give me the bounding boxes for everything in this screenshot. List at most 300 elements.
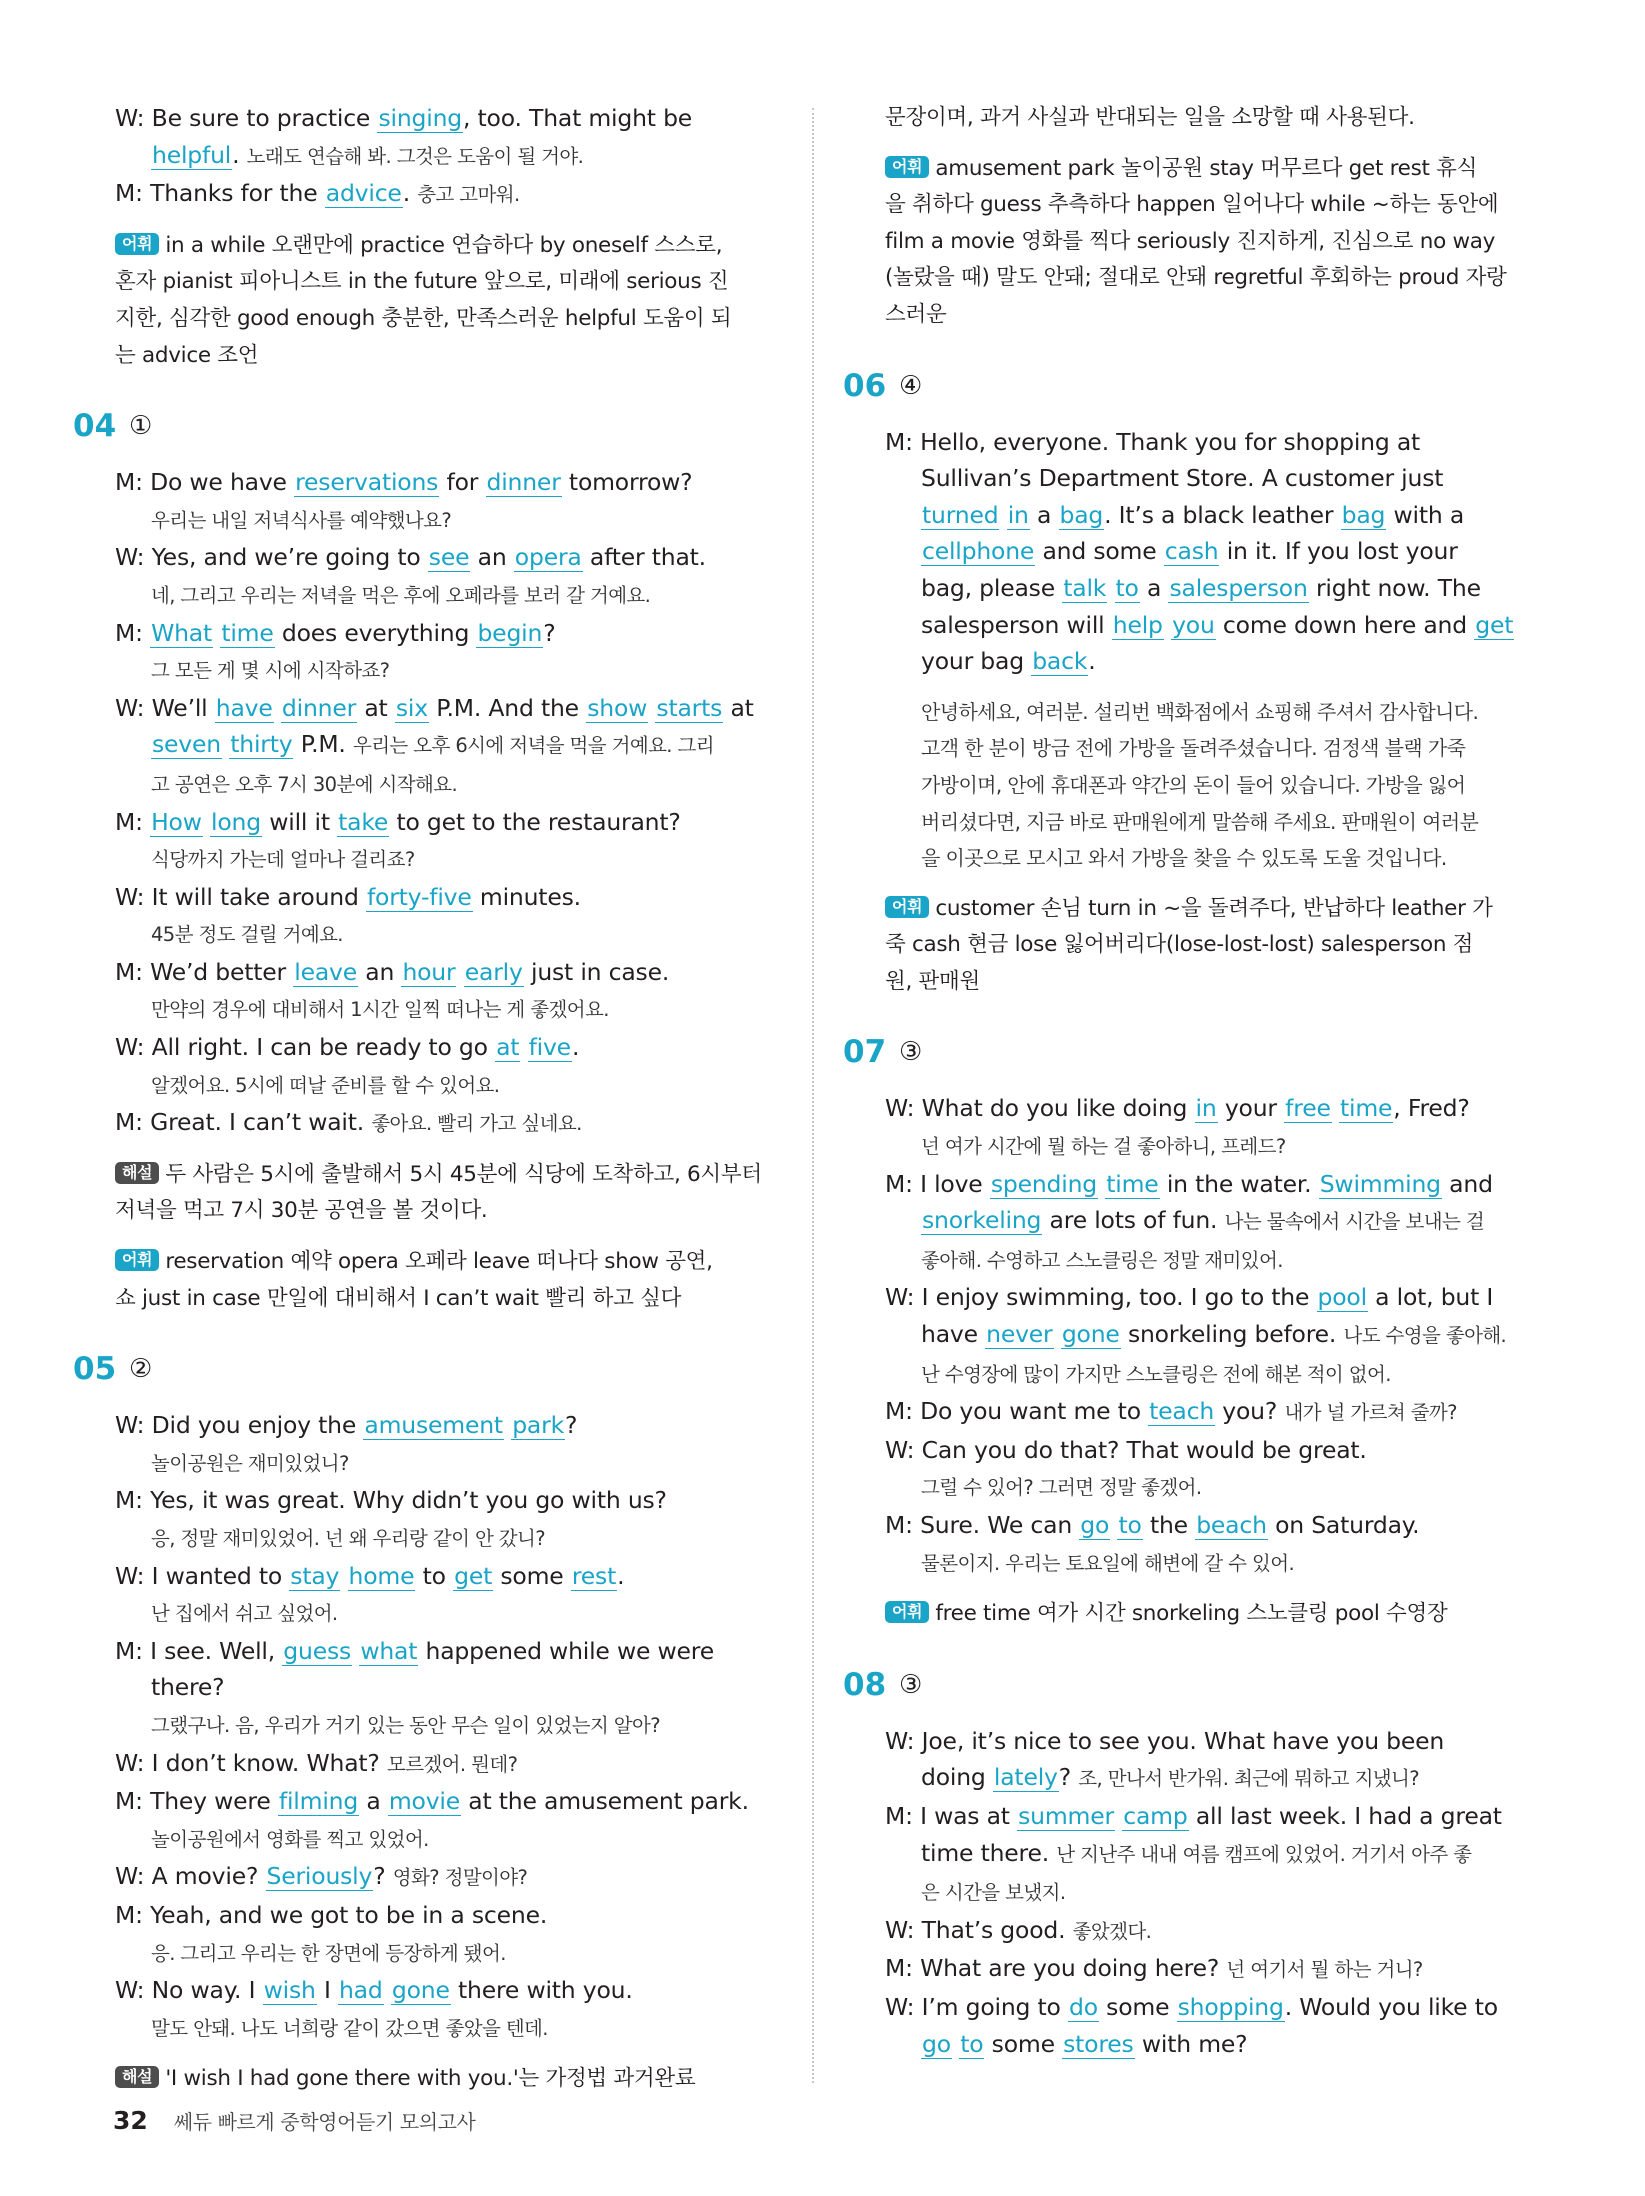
answer-blank: stores: [1063, 2029, 1134, 2058]
english-text: , Fred?: [1393, 1094, 1470, 1123]
answer-blank: early: [464, 957, 523, 986]
korean-translation: 우리는 오후 6시에 저녁을 먹을 거예요. 그리: [352, 734, 714, 758]
korean-translation: 조, 만나서 반가워. 최근에 뭐하고 지냈니?: [1078, 1767, 1420, 1791]
explanation-note: 해설 'I wish I had gone there with you.'는 가정법 과거완료: [115, 2061, 785, 2098]
dialogue-line: [115, 690, 785, 727]
answer-blank: in: [1195, 1094, 1217, 1123]
answer-mark: ②: [129, 1354, 153, 1385]
dialogue-line: [115, 879, 785, 916]
english-text: to get to the restaurant?: [389, 807, 681, 836]
english-text: .: [617, 1561, 625, 1590]
answer-blank: camp: [1123, 1801, 1188, 1830]
english-text: snorkeling before.: [1120, 1320, 1344, 1349]
answer-blank: dinner: [486, 468, 561, 497]
english-text: ?: [543, 618, 556, 647]
english-text: M: Hello, everyone. Thank you for shopping at: [885, 427, 1421, 456]
dialogue-line: [885, 1468, 1555, 1507]
dialogue-line: [885, 2026, 1555, 2063]
english-text: W: I enjoy swimming, too. I go to the: [885, 1283, 1317, 1312]
answer-blank: shopping: [1177, 1992, 1284, 2021]
dialogue-line: [115, 2009, 785, 2048]
dialogue-line: [885, 1544, 1555, 1583]
answer-mark: ④: [899, 370, 923, 401]
english-text: have: [921, 1320, 986, 1349]
korean-translation: 넌 여가 시간에 뭘 하는 걸 좋아하니, 프레드?: [921, 1135, 1286, 1159]
explanation-continued: 문장이며, 과거 사실과 반대되는 일을 소망할 때 사용된다.: [885, 105, 1415, 130]
dialogue: [885, 1090, 1555, 1582]
dialogue-line: [115, 1066, 785, 1105]
page-footer: [113, 2106, 475, 2135]
english-text: ?: [373, 1862, 393, 1891]
answer-blank: gone: [391, 1976, 450, 2005]
answer-blank: leave: [294, 957, 357, 986]
english-text: M: I was at: [885, 1801, 1018, 1830]
korean-translation: 식당까지 가는데 얼마나 걸리죠?: [151, 848, 415, 872]
vocab-badge: 어휘: [115, 233, 159, 255]
english-text: just in case.: [523, 957, 670, 986]
english-text: right now. The: [1308, 573, 1481, 602]
answer-blank: spending: [990, 1169, 1097, 1198]
dialogue-line: [885, 1723, 1555, 1760]
english-text: you?: [1215, 1397, 1285, 1426]
vocab-note: 어휘 in a while 오랜만에 practice 연습하다 by oneself 스스로, 혼자 pianist 피아니스트 in the future 앞으로, 미래에 serious 진 지한, 심각한 good enough 충분한, 만족스러운 helpful 도움이 되 는 advice 조언: [115, 232, 732, 368]
dialogue-line: [885, 1090, 1555, 1127]
english-text: come down here and: [1215, 610, 1475, 639]
dialogue-line: [115, 954, 785, 991]
question-header: [843, 362, 1555, 410]
dialogue-line: [115, 1444, 785, 1483]
english-text: minutes.: [472, 882, 581, 911]
answer-blank: What: [151, 618, 213, 647]
dialogue-line: [885, 1912, 1555, 1951]
english-text: M: What are you doing here?: [885, 1954, 1227, 1983]
dialogue-line: [115, 990, 785, 1029]
vocab-note: 어휘 customer 손님 turn in ~을 돌려주다, 반납하다 leather 가 죽 cash 현금 lose 잃어버리다(lose-lost-lost) salesperson 점 원, 판매원: [885, 895, 1493, 994]
answer-blank: turned: [922, 500, 999, 529]
english-text: [1107, 574, 1114, 602]
english-text: to: [415, 1561, 454, 1590]
dialogue-line: [115, 175, 785, 214]
korean-translation: 모르겠어. 뭔데?: [386, 1752, 518, 1776]
answer-blank: cash: [1164, 537, 1219, 566]
korean-translation: 좋아해. 수영하고 스노클링은 정말 재미있어.: [921, 1248, 1283, 1272]
english-text: some: [984, 2029, 1063, 2058]
dialogue-line: [885, 1798, 1555, 1835]
korean-translation: 우리는 내일 저녁식사를 예약했나요?: [151, 508, 452, 532]
english-text: on Saturday.: [1267, 1511, 1420, 1539]
english-text: a: [359, 1787, 388, 1816]
dialogue-line: [885, 497, 1555, 534]
answer-blank: talk: [1063, 573, 1107, 602]
english-text: M: They were: [115, 1787, 278, 1816]
korean-translation: 난 집에서 쉬고 싶었어.: [151, 1602, 338, 1626]
answer-blank: get: [454, 1561, 493, 1590]
english-text: are lots of fun.: [1042, 1206, 1225, 1235]
english-text: W: Joe, it’s nice to see you. What have you been: [885, 1726, 1445, 1755]
dialogue-line: [885, 570, 1555, 607]
answer-blank: pool: [1317, 1283, 1367, 1312]
answer-blank: lately: [993, 1763, 1058, 1792]
english-text: [456, 958, 463, 986]
dialogue-line: [115, 651, 785, 690]
dialogue-line: [115, 804, 785, 841]
dialogue-line: [885, 533, 1555, 570]
english-text: does everything: [274, 618, 477, 647]
left-column: [73, 100, 785, 2098]
english-text: [340, 1562, 347, 1590]
korean-translation: 좋았겠다.: [1072, 1919, 1152, 1943]
english-text: [1054, 1320, 1061, 1348]
korean-translation: 넌 여기서 뭘 하는 거니?: [1226, 1958, 1423, 1982]
dialogue-line: [115, 1029, 785, 1066]
korean-translation: 영화? 정말이야?: [392, 1866, 528, 1890]
english-text: W: No way. I: [115, 1976, 263, 2005]
vocab-note: 어휘 amusement park 놀이공원 stay 머무르다 get rest 휴식 을 취하다 guess 추측하다 happen 일어나다 while ~하는 동안에 film a movie 영화를 찍다 seriously 진지하게, 진심으로 no way (놀랐을 때) 말도 안돼; 절대로 안돼 regretful 후회하는 proud 자랑 스러운: [885, 155, 1507, 327]
answer-mark: ①: [129, 411, 153, 442]
english-text: and: [1441, 1169, 1493, 1198]
dialogue-line: [115, 1519, 785, 1558]
dialogue-line: [885, 1279, 1555, 1316]
english-text: there with you.: [450, 1976, 633, 2005]
dialogue: [115, 464, 785, 1143]
english-text: I: [316, 1976, 338, 2005]
english-text: . Would you like to: [1284, 1992, 1498, 2021]
dialogue-line: [115, 1706, 785, 1745]
english-text: M:: [115, 618, 151, 647]
english-text: for: [439, 468, 486, 497]
english-text: .: [232, 140, 247, 169]
english-text: with me?: [1134, 2029, 1248, 2058]
english-text: in it. If you lost your: [1219, 537, 1458, 566]
answer-blank: six: [395, 693, 428, 722]
answer-blank: time: [1340, 1094, 1393, 1123]
english-text: ?: [565, 1411, 578, 1440]
english-text: W: Can you do that? That would be great.: [885, 1435, 1367, 1464]
answer-blank: seven: [152, 730, 221, 759]
english-text: M: Do you want me to: [885, 1397, 1149, 1426]
english-text: will it: [261, 807, 338, 836]
answer-blank: Seriously: [266, 1862, 373, 1891]
english-text: the: [1142, 1511, 1196, 1539]
english-text: W: Be sure to practice: [115, 104, 378, 132]
english-text: after that.: [582, 543, 706, 572]
dialogue-line: [115, 501, 785, 540]
korean-translation: 난 수영장에 많이 가지만 스노클링은 전에 해본 적이 없어.: [921, 1362, 1391, 1386]
dialogue-line: [115, 100, 785, 137]
answer-blank: in: [1007, 500, 1029, 529]
english-text: [274, 694, 281, 722]
dialogue-line: [885, 460, 1555, 497]
page-number: 32: [113, 2106, 148, 2135]
answer-blank: dinner: [281, 693, 357, 722]
dialogue-line: [115, 464, 785, 501]
dialogue-line: [115, 726, 785, 765]
english-text: bag, please: [921, 573, 1063, 602]
korean-translation: 응, 정말 재미있었어. 넌 왜 우리랑 같이 안 갔니?: [151, 1527, 546, 1550]
answer-blank: stay: [290, 1561, 340, 1590]
answer-blank: gone: [1061, 1320, 1120, 1349]
english-text: doing: [921, 1763, 993, 1792]
english-text: your bag: [921, 647, 1032, 676]
answer-mark: ③: [899, 1037, 923, 1068]
english-text: there?: [151, 1673, 225, 1702]
english-text: M: Thanks for the: [115, 179, 325, 208]
english-text: W: Yes, and we’re going to: [115, 543, 428, 572]
answer-blank: wish: [263, 1976, 316, 2005]
dialogue-line: [115, 576, 785, 615]
korean-translation: 충고 고마워.: [417, 183, 520, 207]
english-text: [999, 501, 1006, 529]
answer-blank: forty-five: [366, 882, 472, 911]
answer-blank: snorkeling: [922, 1206, 1042, 1235]
english-text: some: [493, 1561, 571, 1590]
dialogue-line: [115, 765, 785, 804]
dialogue-line: [115, 1897, 785, 1934]
explanation-note: 해설 두 사람은 5시에 출발해서 5시 45분에 식당에 도착하고, 6시부터 저녁을 먹고 7시 30분 공연을 볼 것이다.: [115, 1161, 762, 1224]
dialogue-line: [885, 1507, 1555, 1544]
answer-blank: have: [215, 693, 273, 722]
english-text: W: That’s good.: [885, 1915, 1073, 1944]
answer-blank: hour: [402, 957, 456, 986]
english-text: M: Sure. We can: [885, 1511, 1080, 1539]
english-text: in the water.: [1159, 1169, 1319, 1198]
dialogue-line: [885, 1166, 1555, 1203]
english-text: W: It will take around: [115, 882, 366, 911]
answer-blank: begin: [477, 618, 543, 647]
answer-blank: time: [221, 618, 274, 647]
dialogue-line: [885, 1316, 1555, 1355]
english-text: some: [1098, 1992, 1177, 2021]
answer-mark: ③: [899, 1669, 923, 1700]
answer-blank: salesperson: [1169, 573, 1308, 602]
english-text: at: [357, 693, 395, 722]
korean-translation: 나도 수영을 좋아해.: [1343, 1324, 1507, 1348]
english-text: W: I’m going to: [885, 1992, 1068, 2021]
dialogue-line: [115, 1594, 785, 1633]
english-text: [203, 808, 210, 836]
answer-blank: rest: [571, 1561, 617, 1590]
dialogue-line: [885, 643, 1555, 680]
answer-blank: helpful: [152, 140, 232, 169]
answer-blank: back: [1032, 647, 1088, 676]
korean-translation: 내가 널 가르쳐 줄까?: [1284, 1401, 1457, 1425]
english-text: [520, 1033, 527, 1061]
answer-blank: amusement: [364, 1411, 503, 1440]
dialogue-line: [885, 1989, 1555, 2026]
explanation-badge: 해설: [115, 2066, 159, 2088]
english-text: M: I see. Well,: [115, 1636, 283, 1665]
korean-translation: 응. 그리고 우리는 한 장면에 등장하게 됐어.: [151, 1941, 506, 1965]
dialogue-line: [115, 1482, 785, 1519]
korean-translation: 알겠어요. 5시에 떠날 준비를 할 수 있어요.: [151, 1073, 500, 1097]
english-text: all last week. I had a great: [1188, 1801, 1502, 1830]
book-title: 쎄듀 빠르게 중학영어듣기 모의고사: [173, 2110, 476, 2134]
answer-blank: Swimming: [1319, 1169, 1441, 1198]
vocab-note: 어휘 reservation 예약 opera 오페라 leave 떠나다 show 공연, 쇼 just in case 만일에 대비해서 I can’t wait 빨리 하고 싶다: [115, 1249, 713, 1311]
english-text: P.M. And the: [428, 693, 587, 722]
english-text: an: [470, 543, 514, 572]
dialogue-line: [115, 539, 785, 576]
english-text: M: Do we have: [115, 468, 295, 497]
dialogue: [885, 1723, 1555, 2062]
english-text: a: [1029, 500, 1059, 529]
dialogue: [115, 100, 785, 214]
answer-blank: free: [1285, 1094, 1331, 1123]
english-text: and some: [1035, 537, 1164, 566]
korean-translation: 놀이공원에서 영화를 찍고 있었어.: [151, 1827, 429, 1851]
column-divider: [812, 108, 814, 2083]
korean-translation: 난 지난주 내내 여름 캠프에 있었어. 거기서 아주 좋: [1056, 1842, 1472, 1866]
translation: 안녕하세요, 여러분. 설리번 백화점에서 쇼핑해 주셔서 감사합니다. 고객 한 분이 방금 전에 가방을 돌려주셨습니다. 검정색 블랙 가죽 가방이며, 안에 휴대폰과 약간의 돈이 들어 있습니다. 가방을 잃어 버리셨다면, 지금 바로 판매원에게 말씀해 주세요. 판매원이 여러분 을 이곳으로 모시고 와서 가방을 찾을 수 있도록 도울 것입니다.: [921, 699, 1479, 871]
english-text: W: I wanted to: [115, 1561, 290, 1590]
english-text: a lot, but I: [1367, 1283, 1494, 1312]
english-text: salesperson will: [921, 610, 1112, 639]
english-text: .: [1088, 647, 1096, 676]
korean-translation: 그 모든 게 몇 시에 시작하죠?: [151, 659, 390, 683]
dialogue-line: [115, 1820, 785, 1859]
dialogue-line: [115, 1745, 785, 1784]
dialogue-line: [885, 607, 1555, 644]
dialogue-line: [115, 1669, 785, 1706]
dialogue-line: [115, 1858, 785, 1897]
answer-blank: home: [348, 1561, 415, 1590]
english-text: W: We’ll: [115, 693, 215, 722]
answer-blank: never: [986, 1320, 1053, 1349]
monologue: [885, 424, 1555, 680]
english-text: an: [358, 957, 402, 986]
korean-translation: 노래도 연습해 봐. 그것은 도움이 될 거야.: [246, 144, 584, 168]
answer-blank: to: [1115, 573, 1139, 602]
answer-blank: time: [1106, 1169, 1159, 1198]
korean-translation: 네, 그리고 우리는 저녁을 먹은 후에 오페라를 보러 갈 거예요.: [151, 583, 651, 607]
english-text: Sullivan’s Department Store. A customer just: [921, 464, 1444, 493]
english-text: W: Did you enjoy the: [115, 1411, 364, 1440]
korean-translation: 그랬구나. 음, 우리가 거기 있는 동안 무슨 일이 있었는지 알아?: [151, 1713, 661, 1737]
answer-blank: had: [338, 1976, 383, 2005]
english-text: W: What do you like doing: [885, 1094, 1195, 1123]
vocab-badge: 어휘: [885, 896, 929, 918]
english-text: P.M.: [293, 730, 353, 759]
answer-blank: take: [338, 807, 389, 836]
question-number: 06: [843, 367, 887, 404]
dialogue-line: [885, 1355, 1555, 1394]
korean-translation: 좋아요. 빨리 가고 싶네요.: [371, 1112, 582, 1136]
dialogue-line: [115, 1934, 785, 1973]
english-text: M: Yeah, and we got to be in a scene.: [115, 1900, 548, 1929]
dialogue-line: [885, 1835, 1555, 1874]
vocab-badge: 어휘: [885, 1601, 929, 1623]
answer-blank: teach: [1149, 1397, 1215, 1426]
answer-blank: get: [1475, 610, 1514, 639]
english-text: W: All right. I can be ready to go: [115, 1033, 496, 1062]
english-text: ?: [1058, 1763, 1079, 1792]
english-text: time there.: [921, 1838, 1057, 1867]
dialogue-line: [115, 1783, 785, 1820]
english-text: M: I love: [885, 1169, 990, 1198]
dialogue-line: [115, 1104, 785, 1143]
answer-blank: opera: [514, 543, 582, 572]
answer-blank: beach: [1196, 1511, 1267, 1539]
english-text: M: Great. I can’t wait.: [115, 1108, 372, 1137]
english-text: your: [1217, 1094, 1285, 1123]
answer-blank: advice: [325, 179, 402, 208]
english-text: tomorrow?: [561, 468, 693, 497]
answer-blank: you: [1172, 610, 1215, 639]
dialogue-line: [885, 1127, 1555, 1166]
answer-blank: bag: [1341, 500, 1386, 529]
dialogue-line: [885, 1432, 1555, 1469]
vocab-badge: 어휘: [885, 156, 929, 178]
dialogue-line: [115, 137, 785, 176]
english-text: a: [1139, 573, 1169, 602]
answer-blank: what: [360, 1636, 418, 1665]
question-number: 04: [73, 408, 117, 445]
english-text: M:: [115, 807, 151, 836]
answer-blank: do: [1068, 1992, 1098, 2021]
question-header: [73, 402, 785, 450]
dialogue-line: [115, 615, 785, 652]
dialogue-line: [885, 1873, 1555, 1912]
answer-blank: to: [1118, 1511, 1142, 1539]
answer-blank: to: [960, 2029, 984, 2058]
dialogue-line: [885, 424, 1555, 461]
answer-blank: guess: [283, 1636, 352, 1665]
answer-blank: movie: [388, 1787, 460, 1816]
dialogue: [115, 1407, 785, 2047]
korean-translation: 그럴 수 있어? 그러면 정말 좋겠어.: [921, 1476, 1202, 1500]
english-text: [1332, 1094, 1339, 1122]
english-text: [384, 1976, 391, 2004]
english-text: .: [402, 179, 418, 208]
answer-blank: see: [428, 543, 470, 572]
answer-blank: five: [528, 1033, 571, 1062]
vocab-note: 어휘 free time 여가 시간 snorkeling 스노클링 pool 수영장: [885, 1596, 1555, 1633]
answer-blank: summer: [1018, 1801, 1114, 1830]
english-text: at: [723, 693, 754, 722]
dialogue-line: [115, 1633, 785, 1670]
question-number: 08: [843, 1666, 887, 1703]
answer-blank: at: [496, 1033, 520, 1062]
dialogue-line: [885, 1950, 1555, 1989]
english-text: [1164, 611, 1171, 639]
korean-translation: 물론이지. 우리는 토요일에 해변에 갈 수 있어.: [921, 1551, 1295, 1575]
question-header: [843, 1028, 1555, 1076]
answer-blank: long: [211, 807, 261, 836]
dialogue-line: [115, 840, 785, 879]
english-text: .: [571, 1033, 580, 1062]
dialogue-line: [115, 1558, 785, 1595]
korean-translation: 고 공연은 오후 7시 30분에 시작해요.: [151, 772, 458, 796]
dialogue-line: [115, 1972, 785, 2009]
english-text: at the amusement park.: [461, 1787, 749, 1816]
answer-blank: go: [922, 2029, 951, 2058]
question-number: 05: [73, 1351, 117, 1388]
korean-translation: 45분 정도 걸릴 거예요.: [151, 923, 343, 947]
dialogue-line: [115, 1407, 785, 1444]
answer-blank: How: [151, 807, 202, 836]
question-header: [73, 1345, 785, 1393]
korean-translation: 만약의 경우에 대비해서 1시간 일찍 떠나는 게 좋겠어요.: [151, 998, 609, 1022]
answer-blank: filming: [278, 1787, 359, 1816]
answer-blank: show: [587, 693, 648, 722]
vocab-badge: 어휘: [115, 1249, 159, 1271]
question-number: 07: [843, 1034, 887, 1071]
dialogue-line: [885, 1759, 1555, 1798]
answer-blank: singing: [378, 104, 462, 132]
answer-blank: help: [1112, 610, 1163, 639]
dialogue-line: [115, 915, 785, 954]
korean-translation: 은 시간을 보냈지.: [921, 1881, 1066, 1905]
